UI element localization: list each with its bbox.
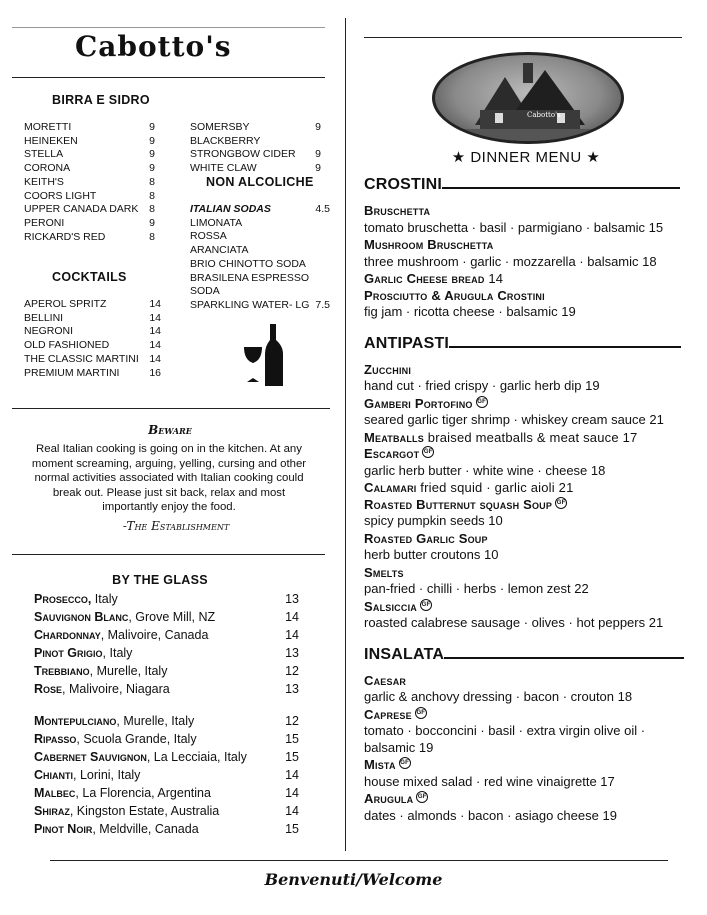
dish-title	[364, 673, 689, 690]
dish-title	[364, 791, 689, 808]
item-price: 14	[149, 352, 161, 365]
menu-row	[24, 121, 155, 135]
birra-list-2	[190, 121, 321, 176]
wine-origin: , Grove Mill, NZ	[128, 610, 216, 624]
soda-item: ROSSA	[190, 230, 227, 243]
wine-price: 14	[285, 610, 299, 624]
wine-name: Malbec	[34, 786, 76, 800]
menu-row	[190, 121, 321, 148]
wine-price: 14	[285, 768, 299, 782]
item-price: 9	[149, 121, 155, 133]
item-name: UPPER CANADA DARK	[24, 203, 139, 216]
dish-desc: seared garlic tiger shrimp · whiskey cream sauce 21	[364, 412, 664, 427]
beware-rule-bottom	[12, 554, 325, 555]
wine-price: 15	[285, 732, 299, 746]
wine-price: 13	[285, 682, 299, 696]
dish-name: Smelts	[364, 564, 404, 580]
gluten-free-icon: GF	[416, 791, 428, 803]
item-name: OLD FASHIONED	[24, 339, 110, 352]
logo: Cabotto's	[75, 30, 232, 63]
dish-name: Roasted Butternut squash Soup	[364, 496, 553, 512]
wine-name: Cabernet Sauvignon	[34, 750, 147, 764]
white-wines-list	[34, 592, 299, 700]
footer-rule	[50, 860, 668, 861]
wine-price: 14	[285, 786, 299, 800]
italian-sodas-label: ITALIAN SODAS	[190, 203, 271, 215]
item-name: NEGRONI	[24, 325, 74, 338]
item-price: 16	[149, 366, 161, 379]
dish-desc: tomato · bocconcini · basil · extra virgin olive oil · balsamic 19	[364, 723, 646, 755]
dish-title	[364, 362, 689, 379]
cocktails-title: COCKTAILS	[52, 270, 127, 284]
dish-name: Mista	[364, 757, 396, 772]
item-name: COORS LIGHT	[24, 189, 97, 202]
dish-name: Mushroom Bruschetta	[364, 237, 494, 252]
wine-origin: , Murelle, Italy	[89, 664, 168, 678]
item-name: WHITE CLAW	[190, 162, 257, 175]
item-price: 8	[149, 175, 155, 188]
italian-sodas-price: 4.5	[315, 203, 330, 215]
item-name: SOMERSBY BLACKBERRY	[190, 121, 261, 147]
footer-welcome: Benvenuti/Welcome	[264, 870, 443, 889]
wine-row	[34, 664, 299, 679]
dish-name: Caesar	[364, 672, 407, 688]
photo-caption: Cabotto's	[527, 111, 561, 119]
wine-origin: , Meldville, Canada	[92, 822, 199, 836]
dish-name: Arugula	[364, 791, 414, 806]
item-name: RICKARD'S RED	[24, 230, 106, 243]
soda-item: BRASILENA ESPRESSO SODA	[190, 271, 310, 298]
wine-price: 13	[285, 592, 299, 606]
beware-sign: -The Establishment	[122, 519, 230, 533]
wine-name: Trebbiano	[34, 664, 90, 678]
wine-name: Montepulciano	[34, 714, 117, 728]
dish-desc: herb butter croutons 10	[364, 547, 499, 562]
wine-row	[34, 732, 299, 747]
dish-desc: three mushroom · garlic · mozzarella · balsamic 18	[364, 253, 657, 269]
birra-list-1	[24, 121, 155, 244]
dish-desc: dates · almonds · bacon · asiago cheese 19	[364, 807, 617, 823]
dish-title	[364, 707, 689, 724]
dish-title	[364, 446, 689, 463]
dish-price: 14	[484, 271, 504, 286]
menu-row	[24, 298, 161, 312]
by-the-glass-title: BY THE GLASS	[112, 573, 208, 587]
item-name: APEROL SPRITZ	[24, 298, 107, 310]
wine-row	[34, 610, 299, 625]
wine-origin: , Malivoire, Canada	[100, 628, 209, 642]
item-name: STRONGBOW CIDER	[190, 148, 296, 161]
item-price: 9	[315, 148, 321, 161]
dish-desc: tomato bruschetta · basil · parmigiano · balsamic 15	[364, 219, 664, 235]
cocktails-list	[24, 298, 161, 380]
wine-origin: , Kingston Estate, Australia	[69, 804, 220, 818]
item-price: 9	[149, 162, 155, 175]
item-price: 8	[149, 189, 155, 202]
wine-name: Pinot Noir	[34, 822, 93, 836]
section-rule	[444, 657, 684, 659]
item-name: MORETTI	[24, 121, 72, 133]
soda-item: BRIO CHINOTTO SODA	[190, 257, 306, 270]
item-price: 9	[149, 148, 155, 161]
wine-origin: , Italy	[102, 646, 133, 660]
dish-title	[364, 271, 689, 288]
wine-price: 12	[285, 714, 299, 728]
gluten-free-icon: GF	[415, 707, 427, 719]
dish-name: Prosciutto & Arugula Crostini	[364, 287, 545, 303]
wine-origin: , La Lecciaia, Italy	[146, 750, 247, 764]
dish-title	[364, 203, 689, 220]
wine-origin: , Lorini, Italy	[73, 768, 141, 782]
menu-row	[190, 148, 321, 162]
dish-title	[364, 480, 689, 497]
wine-row	[34, 750, 299, 765]
section-title: CROSTINI	[364, 176, 443, 193]
dish-name: Meatballs	[364, 429, 424, 445]
water-price: 7.5	[315, 298, 330, 311]
wine-name: Shiraz	[34, 804, 70, 818]
wine-row	[34, 592, 299, 607]
dinner-menu-heading	[446, 148, 606, 166]
dish-desc: hand cut · fried crispy · garlic herb dip 19	[364, 378, 600, 393]
section-heading-antipasti	[364, 335, 689, 353]
center-divider	[345, 18, 346, 851]
restaurant-photo	[432, 52, 624, 144]
menu-row	[24, 339, 161, 353]
non-alcoliche-list	[190, 203, 330, 313]
gluten-free-icon: GF	[420, 599, 432, 611]
menu-row	[190, 162, 321, 176]
dish-name: Caprese	[364, 706, 412, 722]
wine-bottle-icon	[238, 320, 288, 388]
beware-title: Beware	[148, 423, 192, 437]
dish-desc: fig jam · ricotta cheese · balsamic 19	[364, 304, 576, 319]
item-price: 8	[149, 203, 155, 216]
dish-name: Escargot	[364, 446, 420, 461]
menu-row	[24, 148, 155, 162]
wine-price: 13	[285, 646, 299, 660]
item-price: 14	[149, 339, 161, 352]
dish-desc: pan-fried · chilli · herbs · lemon zest 22	[364, 581, 589, 596]
wine-name: Sauvignon Blanc	[34, 610, 129, 624]
wine-name: Pinot Grigio	[34, 646, 103, 660]
menu-row	[24, 162, 155, 176]
menu-row	[24, 176, 155, 190]
wine-row	[34, 768, 299, 783]
wine-origin: , La Florencia, Argentina	[75, 786, 211, 800]
dish-name: Garlic Cheese bread	[364, 271, 485, 286]
wine-name: Rose	[34, 682, 63, 696]
top-rule-left	[12, 27, 325, 28]
item-name: THE CLASSIC MARTINI	[24, 352, 139, 365]
wine-row	[34, 786, 299, 801]
house-icon	[435, 55, 621, 141]
dish-desc: roasted calabrese sausage · olives · hot peppers 21	[364, 615, 664, 630]
top-rule-right	[364, 37, 682, 38]
wine-price: 12	[285, 664, 299, 678]
beware-text: Real Italian cooking is going on in the kitchen. At any moment screaming, arguing, yelling, cursing and other normal activities associated with Italian cooking could break out. Please just sit back, relax and most importantly enjoy the food.	[31, 443, 307, 514]
wine-price: 14	[285, 804, 299, 818]
dish-title	[364, 599, 689, 616]
logo-rule	[12, 77, 325, 78]
dish-name: Calamari	[364, 480, 417, 495]
gluten-free-icon: GF	[476, 396, 488, 408]
gluten-free-icon: GF	[422, 446, 434, 458]
soda-item: LIMONATA	[190, 216, 243, 229]
section-heading-crostini	[364, 176, 689, 194]
item-price: 14	[149, 325, 161, 338]
dish-desc: garlic & anchovy dressing · bacon · crouton 18	[364, 689, 633, 704]
menu-row	[24, 367, 161, 381]
wine-price: 15	[285, 822, 299, 836]
item-price: 14	[149, 298, 161, 310]
wine-name: Chianti	[34, 768, 74, 782]
menu-row	[24, 217, 155, 231]
item-price: 9	[149, 216, 155, 229]
wine-row	[34, 628, 299, 643]
food-menu	[364, 176, 689, 825]
wine-row	[34, 682, 299, 697]
item-price: 14	[149, 311, 161, 324]
item-name: PERONI	[24, 216, 65, 229]
dish-title	[364, 497, 689, 514]
wine-origin: , Murelle, Italy	[116, 714, 195, 728]
wine-origin: , Scuola Grande, Italy	[76, 732, 197, 746]
dish-inline-desc: braised meatballs & meat sauce 17	[423, 429, 638, 445]
star-icon: ★	[451, 149, 466, 166]
item-price: 8	[149, 230, 155, 243]
gluten-free-icon: GF	[399, 757, 411, 769]
menu-row	[24, 190, 155, 204]
dish-desc: house mixed salad · red wine vinaigrette 17	[364, 773, 615, 789]
dish-name: Gamberi Portofino	[364, 395, 473, 411]
dish-title	[364, 288, 689, 305]
menu-row	[24, 135, 155, 149]
non-alcoliche-title: NON ALCOLICHE	[206, 175, 314, 189]
item-name: BELLINI	[24, 311, 64, 324]
wine-row	[34, 714, 299, 729]
section-rule	[449, 346, 681, 348]
dish-name: Bruschetta	[364, 203, 431, 218]
dinner-menu-label: DINNER MENU	[470, 149, 582, 166]
section-title: ANTIPASTI	[364, 334, 450, 352]
dish-desc: spicy pumpkin seeds 10	[364, 513, 503, 528]
beware-rule-top	[12, 408, 330, 409]
item-price: 9	[149, 134, 155, 147]
red-wines-list	[34, 714, 299, 840]
water-label: SPARKLING WATER- LG	[190, 298, 310, 311]
soda-item: ARANCIATA	[190, 244, 249, 257]
menu-row	[24, 231, 155, 245]
gluten-free-icon: GF	[555, 497, 567, 509]
item-name: STELLA	[24, 148, 64, 161]
menu-row	[24, 203, 155, 217]
wine-row	[34, 822, 299, 837]
menu-row	[24, 353, 161, 367]
dish-title	[364, 396, 689, 413]
dish-name: Salsiccia	[364, 598, 417, 614]
item-name: PREMIUM MARTINI	[24, 366, 120, 379]
wine-row	[34, 804, 299, 819]
wine-origin: , Malivoire, Niagara	[62, 682, 170, 696]
wine-price: 14	[285, 628, 299, 642]
dish-inline-desc: fried squid · garlic aioli 21	[416, 480, 574, 495]
item-price: 9	[315, 121, 321, 133]
dish-name: Zucchini	[364, 361, 412, 377]
dish-name: Roasted Garlic Soup	[364, 530, 488, 546]
wine-origin: Italy	[91, 592, 118, 606]
item-price: 9	[315, 162, 321, 175]
dish-title	[364, 565, 689, 582]
section-rule	[442, 187, 680, 189]
star-icon: ★	[586, 149, 601, 166]
dish-title	[364, 531, 689, 548]
wine-price: 15	[285, 750, 299, 764]
wine-name: Ripasso	[34, 732, 77, 746]
item-name: KEITH'S	[24, 175, 64, 188]
section-heading-insalata	[364, 646, 689, 664]
birra-title: BIRRA E SIDRO	[52, 93, 150, 107]
item-name: HEINEKEN	[24, 134, 78, 147]
dish-title	[364, 237, 689, 254]
item-name: CORONA	[24, 162, 71, 175]
dish-title	[364, 757, 689, 774]
menu-row	[24, 325, 161, 339]
dish-desc: garlic herb butter · white wine · cheese 18	[364, 462, 606, 478]
menu-row	[24, 312, 161, 326]
wine-name: Chardonnay	[34, 628, 101, 642]
dish-title	[364, 430, 689, 447]
wine-name: Prosecco,	[34, 592, 92, 606]
sodas-list	[190, 217, 330, 299]
section-title: INSALATA	[364, 645, 445, 663]
wine-row	[34, 646, 299, 661]
